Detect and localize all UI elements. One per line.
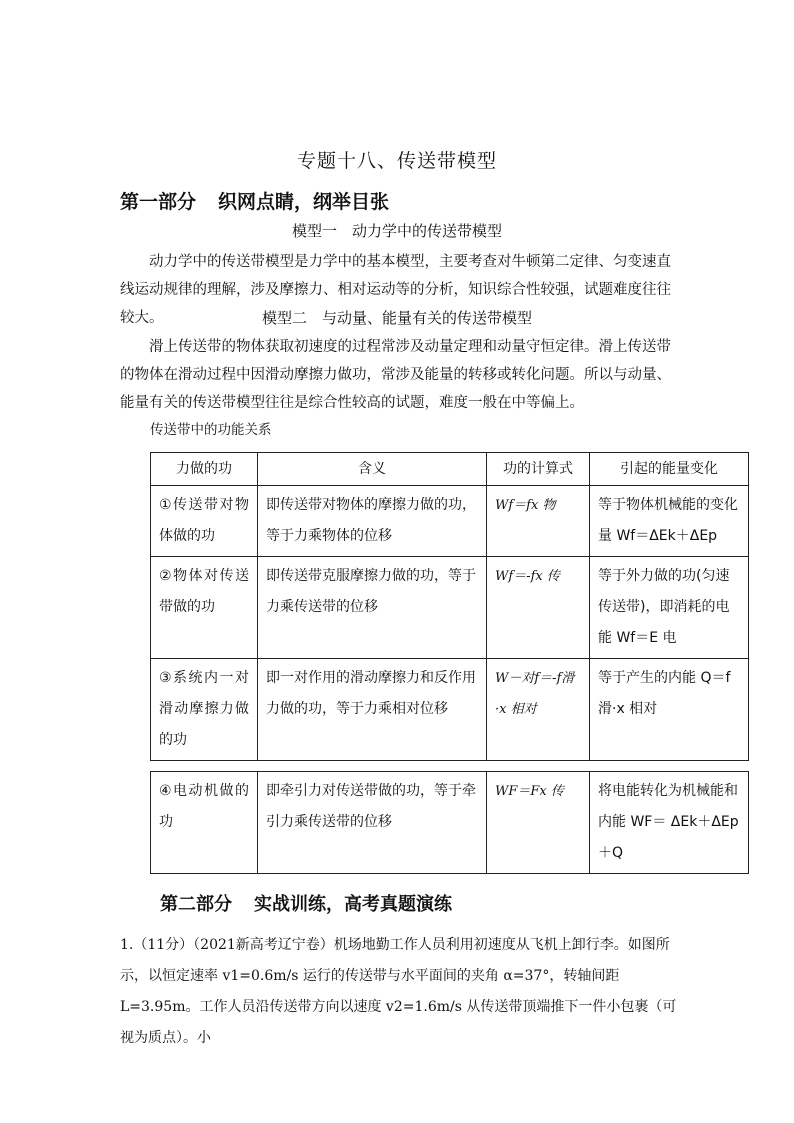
table-row [151,772,749,874]
model2-heading: 模型二 与动量、能量有关的传送带模型 [261,309,532,327]
model1-heading: 模型一 动力学中的传送带模型 [291,222,502,240]
table-cell: ①传送带对物体做的功 [151,486,258,557]
table-row [151,659,749,761]
table-cell: WF＝Fx 传 [487,772,590,874]
part2-label: 第二部分 [160,894,232,915]
header-cell: 力做的功 [151,453,258,486]
part1-heading [120,187,411,214]
table-cell: 即传送带克服摩擦力做的功，等于力乘传送带的位移 [258,557,487,659]
motor-work-table [150,771,749,874]
table-cell: Wf＝fx 物 [487,486,590,557]
document-title: 专题十八、传送带模型 [296,150,497,172]
table-cell: ③系统内一对滑动摩擦力做的功 [151,659,258,761]
table-cell: 等于物体机械能的变化量 Wf＝ΔEk＋ΔEp [590,486,749,557]
header-cell: 含义 [258,453,487,486]
part1-label: 第一部分 [120,191,197,213]
part2-heading [160,890,474,916]
model2-paragraph: 滑上传送带的物体获取初速度的过程常涉及动量定理和动量守恒定律。滑上传送带的物体在滑动过程中因滑动摩擦力做功，常涉及能量的转移或转化问题。所以与动量、能量有关的传送带模型往往是综合性较高的试题，难度一般在中等偏上。 [120,339,671,411]
table-cell: W－对f＝-f滑·x 相对 [487,659,590,761]
header-cell: 功的计算式 [487,453,590,486]
table-cell: Wf＝-fx 传 [487,557,590,659]
question-1-text: 1.（11分）（2021新高考辽宁卷）机场地勤工作人员利用初速度从飞机上卸行李。如图所示，以恒定速率 v1=0.6m/s 运行的传送带与水平面间的夹角 α=37°，转轴间距 L=3.95m。工作人员沿传送带方向以速度 v2=1.6m/s 从传送带顶端推下一件小包裹（可视为质点）。小 [120,937,677,1046]
table-cell: 等于外力做的功(匀速传送带)，即消耗的电能 Wf＝E 电 [590,557,749,659]
table-header-row [151,453,749,486]
table-cell: ④电动机做的功 [151,772,258,874]
model1-paragraph: 动力学中的传送带模型是力学中的基本模型，主要考查对牛顿第二定律、匀变速直线运动规律的理解，涉及摩擦力、相对运动等的分析，知识综合性较强，试题难度往往较大。 [120,254,671,326]
table-cell: 将电能转化为机械能和内能 WF＝ ΔEk＋ΔEp＋Q [590,772,749,874]
table-cell: 等于产生的内能 Q＝f滑·x 相对 [590,659,749,761]
table-row [151,557,749,659]
table-cell: 即一对作用的滑动摩擦力和反作用力做的功，等于力乘相对位移 [258,659,487,761]
table-cell: 即传送带对物体的摩擦力做的功，等于力乘物体的位移 [258,486,487,557]
table-cell: ②物体对传送带做的功 [151,557,258,659]
part2-text: 实战训练，高考真题演练 [254,894,452,915]
energy-relation-table [150,452,749,761]
part1-text: 织网点睛，纲举目张 [218,191,390,213]
header-cell: 引起的能量变化 [590,453,749,486]
table-row [151,486,749,557]
table-cell: 即牵引力对传送带做的功，等于牵引力乘传送带的位移 [258,772,487,874]
table-label: 传送带中的功能关系 [150,422,272,438]
